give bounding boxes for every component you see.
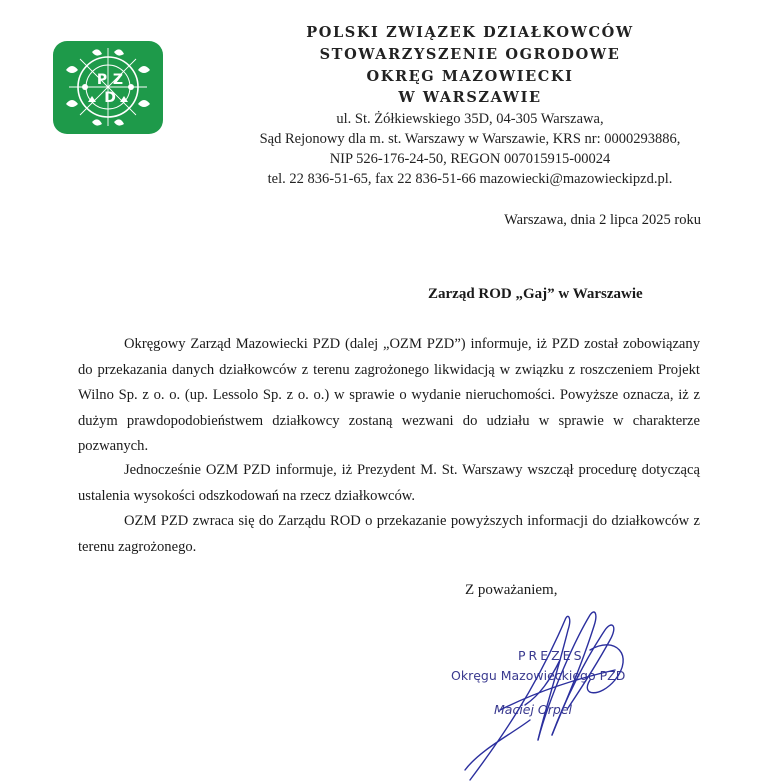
address-line-3: NIP 526-176-24-50, REGON 007015915-00024 [329,151,611,167]
recipient: Zarząd ROD „Gaj” w Warszawie [428,286,643,302]
pzd-logo [52,40,164,135]
address-line-4: tel. 22 836-51-65, fax 22 836-51-66 mazowiecki@mazowieckipzd.pl. [267,171,673,187]
pzd-logo-icon [52,40,164,135]
stamp-name: Maciej Orpel [494,702,573,717]
org-line-4: W WARSZAWIE [398,89,542,106]
body-paragraph-1: Okręgowy Zarząd Mazowiecki PZD (dalej „OZM PZD”) informuje, iż PZD został zobowiązany do przekazania danych działkowców z terenu zagrożonego likwidacją w związku z roszczeniem Projekt Wilno Sp. z o. o. (up. Lessolo Sp. z o. o.) w sprawie o wydanie nieruchomości. Powyższe oznacza, iż z dużym prawdopodobieństwem działkowcy zostaną wezwani do udziału w sprawie w charakterze pozwanych. [78,336,700,454]
closing-text: Z poważaniem, [465,582,558,598]
logo-letter-p: P [96,72,108,88]
address-line-2: Sąd Rejonowy dla m. st. Warszawy w Warszawie, KRS nr: 0000293886, [259,131,681,147]
body-paragraph-3: OZM PZD zwraca się do Zarządu ROD o przekazanie powyższych informacji do działkowców z terenu zagrożonego. [78,513,700,555]
stamp-title: PREZES [518,648,585,663]
logo-letter-z: Z [112,72,124,88]
logo-letter-d: D [104,90,116,106]
org-line-1: POLSKI ZWIĄZEK DZIAŁKOWCÓW [306,24,634,41]
org-line-3: OKRĘG MAZOWIECKI [366,68,574,85]
letter-date: Warszawa, dnia 2 lipca 2025 roku [504,212,701,228]
handwritten-signature-icon [440,600,640,783]
address-line-1: ul. St. Żółkiewskiego 35D, 04-305 Warszawa, [336,111,604,127]
org-line-2: STOWARZYSZENIE OGRODOWE [319,46,621,63]
stamp-unit: Okręgu Mazowieckiego PZD [451,668,626,683]
body-paragraph-2: Jednocześnie OZM PZD informuje, iż Prezydent M. St. Warszawy wszczął procedurę dotyczącą ustalenia wysokości odszkodowań na rzecz działkowców. [78,462,700,504]
